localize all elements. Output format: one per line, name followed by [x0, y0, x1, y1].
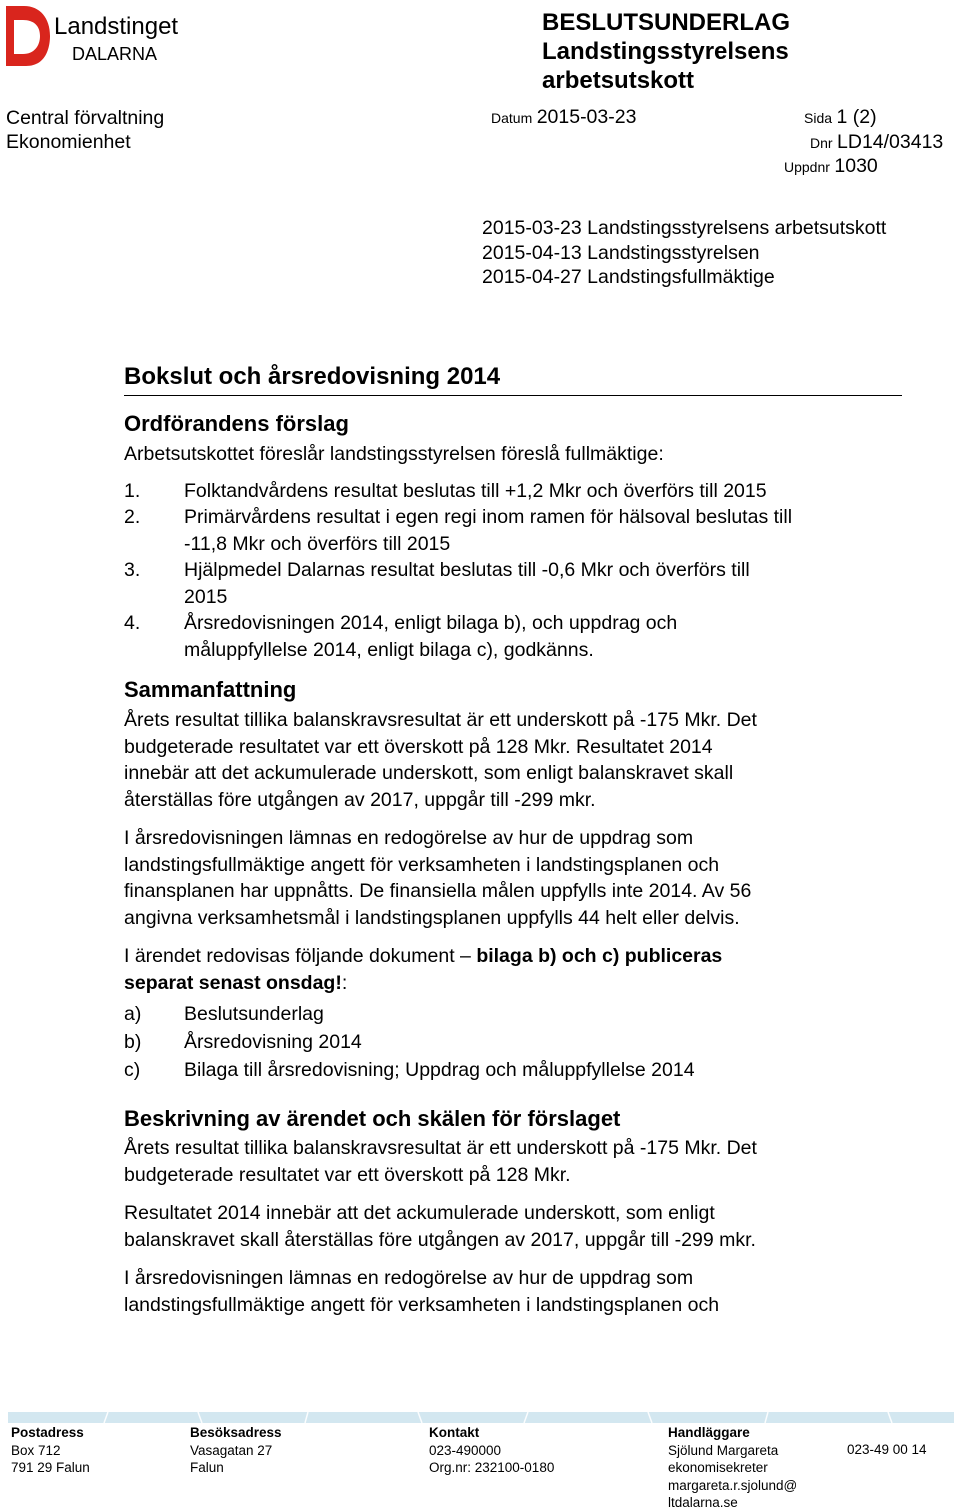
list-item-text: måluppfyllelse 2014, enligt bilaga c), godkänns.: [184, 638, 594, 661]
footer-besoksadress: [190, 1424, 282, 1477]
footer-value: ekonomisekreter: [668, 1460, 768, 1475]
text-line: I årsredovisningen lämnas en redogörelse av hur de uppdrag som: [124, 827, 694, 849]
doc-type-line: BESLUTSUNDERLAG: [542, 9, 791, 36]
list-item: [124, 1000, 914, 1028]
meta-sida: [804, 106, 877, 129]
landstinget-logo: [4, 4, 204, 70]
datum-value: 2015-03-23: [536, 106, 637, 128]
list-item: [124, 557, 914, 610]
text-line: finansplanen har uppnåtts. De finansiella målen uppfylls inte 2014. Av 56: [124, 880, 752, 902]
list-item-number: 4.: [124, 612, 141, 634]
footer-value: Vasagatan 27: [190, 1442, 273, 1458]
list-item: [124, 504, 914, 557]
text-line: Årets resultat tillika balanskravsresultat är ett underskott på -175 Mkr. Det: [124, 1137, 757, 1159]
footer-value: 791 29 Falun: [11, 1460, 90, 1475]
text-line: angivna verksamhetsmål i landstingsplanen uppfylls 44 helt eller delvis.: [124, 906, 740, 929]
proposal-list: [124, 478, 914, 664]
publish-note: bilaga b) och c) publiceras: [476, 945, 723, 967]
summary-heading: Sammanfattning: [124, 677, 297, 702]
list-item-text: 2015: [184, 585, 228, 608]
text-line: landstingsfullmäktige angett för verksamheten i landstingsplanen och: [124, 1293, 720, 1316]
list-item-number: 2.: [124, 506, 141, 528]
list-item-text: -11,8 Mkr och överförs till 2015: [184, 532, 451, 555]
proposal-heading: Ordförandens förslag: [124, 411, 349, 436]
footer-label: Postadress: [11, 1425, 84, 1440]
footer-email: margareta.r.sjolund@: [668, 1477, 798, 1493]
text-line: återställas före utgången av 2017, uppgår till -299 mkr.: [124, 788, 596, 811]
footer-label: Besöksadress: [190, 1425, 282, 1440]
uppdnr-label: Uppdnr: [784, 159, 830, 175]
text-line: balanskravet skall återställas före utgången av 2017, uppgår till -299 mkr.: [124, 1228, 756, 1251]
list-item: [124, 610, 914, 663]
description-paragraph: [124, 1200, 914, 1253]
list-item-text: Årsredovisning 2014: [184, 1031, 362, 1053]
list-item-text: Hjälpmedel Dalarnas resultat beslutas till -0,6 Mkr och överförs till: [184, 559, 750, 581]
meta-dnr: [810, 131, 943, 154]
meeting-item: 2015-03-23 Landstingsstyrelsens arbetsutskott: [482, 217, 887, 239]
text-line: budgeterade resultatet var ett överskott på 128 Mkr. Resultatet 2014: [124, 735, 713, 758]
meeting-item: 2015-04-27 Landstingsfullmäktige: [482, 266, 775, 288]
footer-kontakt: [429, 1424, 554, 1477]
footer-value: Sjölund Margareta: [668, 1442, 779, 1458]
document-list: [124, 1000, 914, 1084]
text-line: [124, 970, 914, 997]
department-name: Central förvaltning: [6, 107, 165, 129]
text-line: [124, 943, 914, 970]
list-item-letter: a): [124, 1003, 142, 1025]
description-paragraph: [124, 1265, 914, 1318]
dnr-value: LD14/03413: [837, 131, 944, 153]
document-type-heading: [542, 8, 790, 95]
datum-label: Datum: [491, 110, 533, 126]
meta-datum: [491, 106, 636, 129]
footer-value: 023-490000: [429, 1442, 502, 1458]
description-heading: Beskrivning av ärendet och skälen för förslaget: [124, 1106, 621, 1131]
footer-label: Kontakt: [429, 1425, 480, 1440]
list-item-text: Årsredovisningen 2014, enligt bilaga b), och uppdrag och: [184, 612, 678, 634]
logo-d-mark: [6, 6, 50, 66]
footer-band: [8, 1412, 954, 1423]
text-line: Resultatet 2014 innebär att det ackumulerade underskott, som enligt: [124, 1202, 715, 1224]
footer-label: Handläggare: [668, 1425, 750, 1440]
footer-phone: [847, 1441, 927, 1459]
text-line: I årsredovisningen lämnas en redogörelse av hur de uppdrag som: [124, 1267, 694, 1289]
doc-type-line: arbetsutskott: [542, 67, 695, 94]
documents-intro: [124, 943, 914, 996]
proposal-intro: Arbetsutskottet föreslår landstingsstyrelsen föreslå fullmäktige:: [124, 443, 664, 465]
list-item-text: Beslutsunderlag: [184, 1003, 324, 1025]
footer-value: Falun: [190, 1460, 224, 1475]
list-item-letter: c): [124, 1059, 141, 1081]
uppdnr-value: 1030: [834, 155, 878, 177]
footer-postadress: [11, 1424, 90, 1477]
publish-note-date: separat senast onsdag!: [124, 971, 342, 994]
list-item: [124, 1028, 914, 1056]
logo-sub: DALARNA: [72, 44, 158, 64]
description-paragraph: [124, 1135, 914, 1188]
department: [6, 106, 164, 154]
footer-email: ltdalarna.se: [668, 1495, 738, 1510]
list-item: [124, 1056, 914, 1084]
department-unit: Ekonomienhet: [6, 131, 131, 153]
list-item-text: Bilaga till årsredovisning; Uppdrag och måluppfyllelse 2014: [184, 1059, 695, 1081]
sida-label: Sida: [804, 110, 833, 126]
colon: :: [341, 971, 348, 994]
meta-uppdnr: [784, 155, 878, 178]
text-line: innebär att det ackumulerade underskott, som enligt balanskravet skall: [124, 762, 734, 784]
list-item: [124, 478, 914, 505]
list-item-number: 3.: [124, 559, 141, 581]
documents-intro-text: I ärendet redovisas följande dokument –: [124, 945, 477, 967]
list-item-text: Primärvårdens resultat i egen regi inom ramen för hälsoval beslutas till: [184, 506, 793, 528]
logo-name: Landstinget: [54, 13, 179, 40]
footer-phone-number: 023-49 00 14: [847, 1442, 927, 1457]
text-line: Årets resultat tillika balanskravsresultat är ett underskott på -175 Mkr. Det: [124, 709, 757, 731]
main-content: [124, 362, 914, 1318]
doc-type-line: Landstingsstyrelsens: [542, 38, 789, 65]
list-item-letter: b): [124, 1031, 142, 1053]
footer-handlaggare: [668, 1424, 797, 1512]
summary-paragraph: [124, 825, 914, 931]
list-item-number: 1.: [124, 479, 141, 502]
dnr-label: Dnr: [810, 135, 833, 151]
sida-value: 1 (2): [836, 106, 877, 128]
summary-paragraph: [124, 707, 914, 813]
footer-value: Box 712: [11, 1442, 61, 1458]
list-item-text: Folktandvårdens resultat beslutas till +1,2 Mkr och överförs till 2015: [184, 479, 767, 502]
meeting-list: [482, 216, 886, 290]
document-title: Bokslut och årsredovisning 2014: [124, 362, 902, 396]
meeting-item: 2015-04-13 Landstingsstyrelsen: [482, 241, 760, 264]
text-line: budgeterade resultatet var ett överskott på 128 Mkr.: [124, 1163, 571, 1186]
text-line: landstingsfullmäktige angett för verksamheten i landstingsplanen och: [124, 853, 720, 876]
footer-value: Org.nr: 232100-0180: [429, 1460, 555, 1475]
